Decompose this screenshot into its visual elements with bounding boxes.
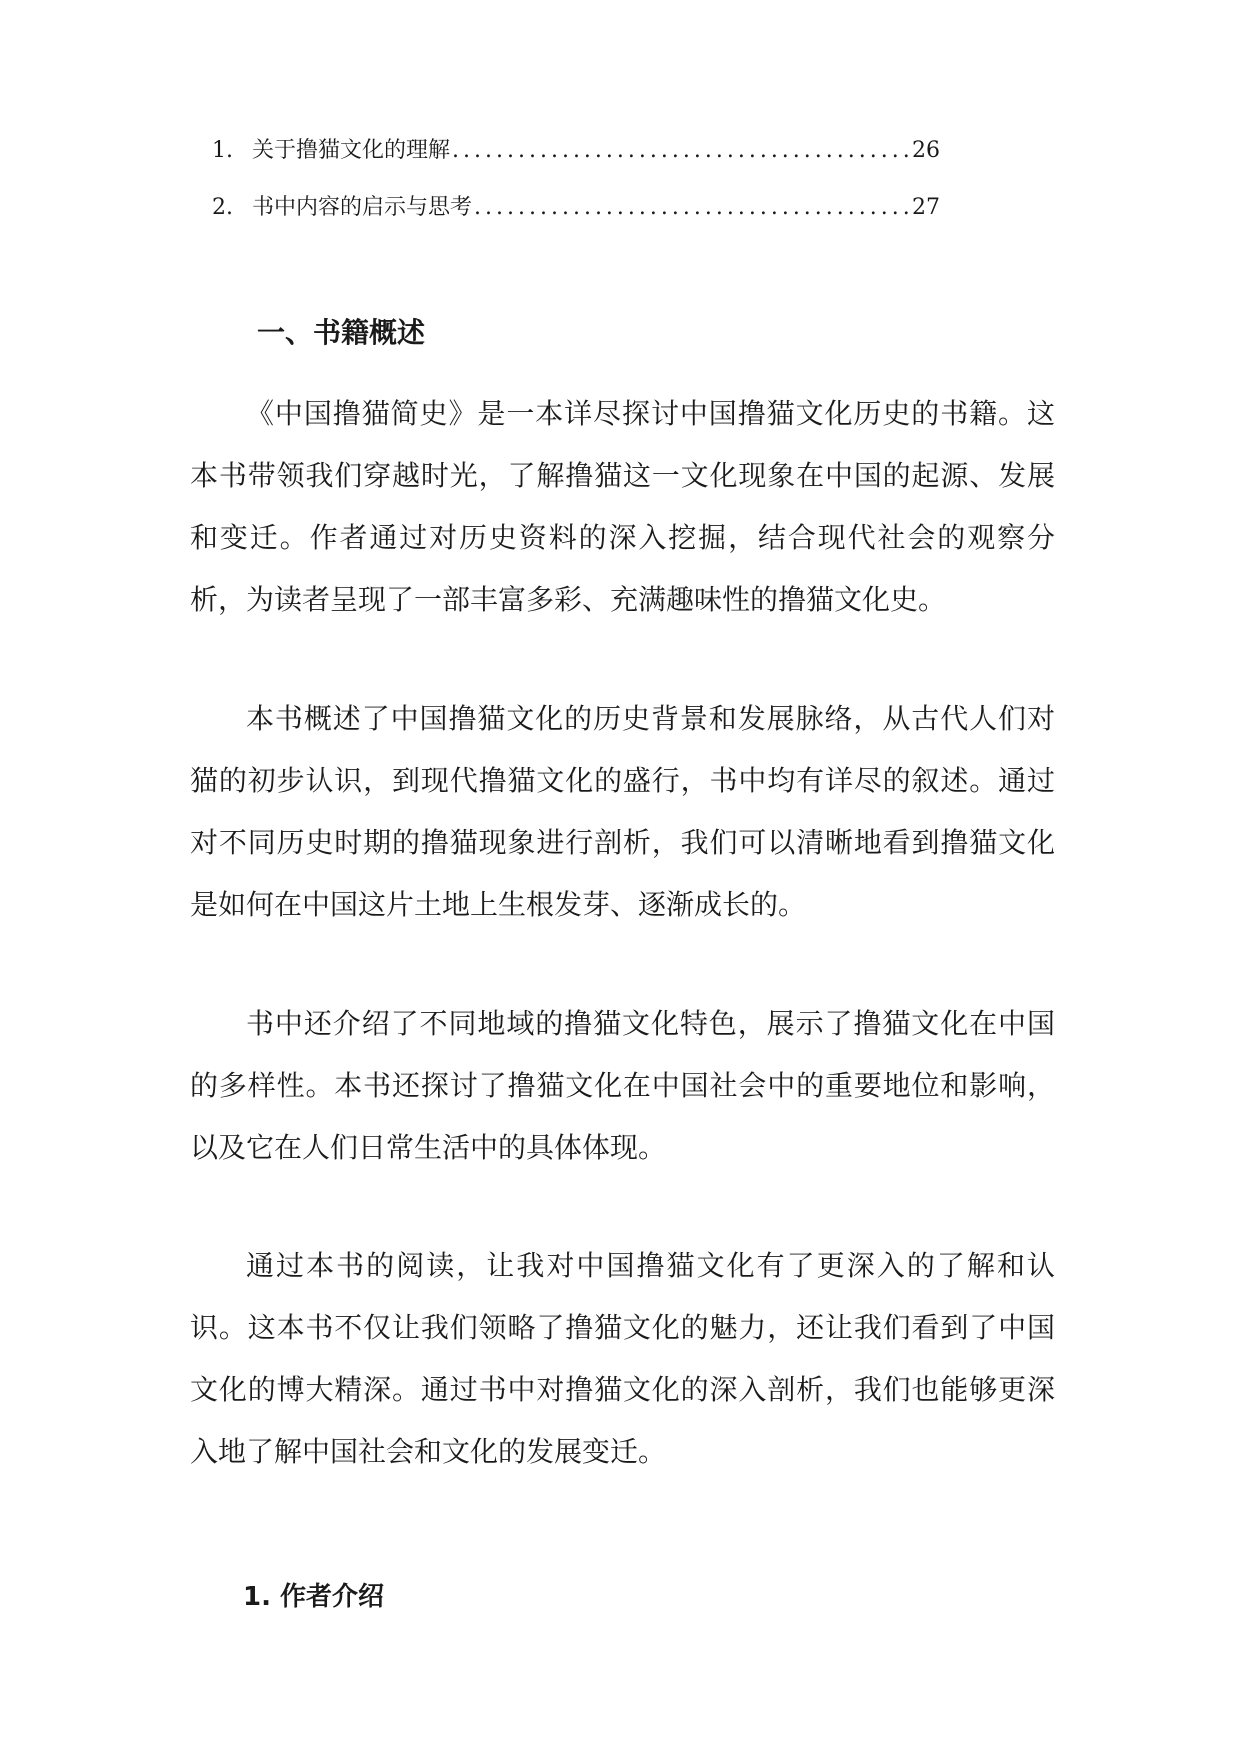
toc-dot-leader (452, 131, 910, 171)
toc-entry-title: 书中内容的启示与思考 (252, 195, 473, 220)
toc-entry-1[interactable] (212, 131, 940, 171)
subsection-heading: 1. 作者介绍 (243, 1582, 385, 1612)
body-paragraph-2: 本书概述了中国撸猫文化的历史背景和发展脉络，从古代人们对猫的初步认识，到现代撸猫文化的盛行，书中均有详尽的叙述。通过对不同历史时期的撸猫现象进行剖析，我们可以清晰地看到撸猫文化是如何在中国这片土地上生根发芽、逐渐成长的。 (190, 702, 1055, 921)
toc-entry-page: 26 (912, 138, 940, 163)
toc-entry-number: 2. (212, 195, 233, 220)
toc-dot-leader (474, 188, 910, 228)
toc-entry-number: 1. (212, 138, 233, 163)
body-paragraph-3: 书中还介绍了不同地域的撸猫文化特色，展示了撸猫文化在中国的多样性。本书还探讨了撸猫文化在中国社会中的重要地位和影响，以及它在人们日常生活中的具体体现。 (190, 1007, 1055, 1164)
toc-entry-title: 关于撸猫文化的理解 (252, 138, 451, 163)
section-heading: 一、书籍概述 (257, 316, 426, 349)
body-paragraph-4: 通过本书的阅读，让我对中国撸猫文化有了更深入的了解和认识。这本书不仅让我们领略了撸猫文化的魅力，还让我们看到了中国文化的博大精深。通过书中对撸猫文化的深入剖析，我们也能够更深入地了解中国社会和文化的发展变迁。 (190, 1249, 1055, 1468)
body-paragraph-1: 《中国撸猫简史》是一本详尽探讨中国撸猫文化历史的书籍。这本书带领我们穿越时光，了解撸猫这一文化现象在中国的起源、发展和变迁。作者通过对历史资料的深入挖掘，结合现代社会的观察分析，为读者呈现了一部丰富多彩、充满趣味性的撸猫文化史。 (190, 397, 1055, 616)
toc-entry-page: 27 (912, 195, 940, 220)
toc-entry-2[interactable] (212, 188, 940, 228)
